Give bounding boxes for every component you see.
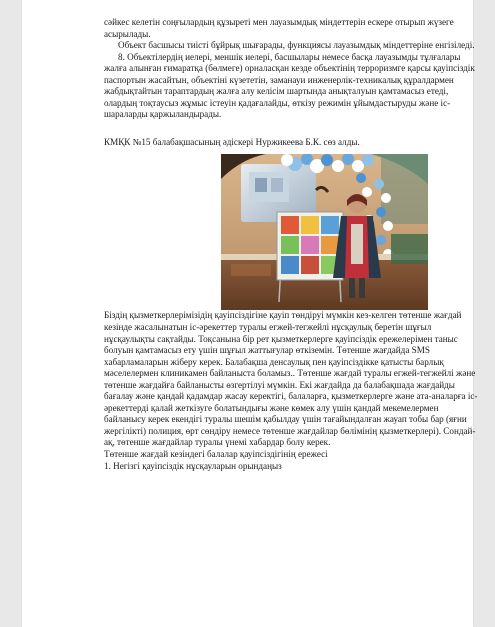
paragraph-order: Объект басшысы тиісті бұйрық шығарады, функциясы лауазымдық міндеттеріне енгізіледі.: [118, 40, 475, 51]
paragraph-item-8: 8. Объектілердің иелері, меншік иелері, басшылары немесе басқа лауазымды тұлғалары жалға алынған ғимаратқа (бөлмеге) орналасқан кезде объектінің терроризмге қарсы қауіпсіздік паспортын жасайтын, объектіні күзететін, заманауи инженерлік-техникалық құралдармен жабдықтайтын тараптардың жалға алу келісім шартында анықталуын қамтамасыз етеді, олардың тоқтаусыз жұмыс істеуін қадағалайды, өткізу режимін ұйымдастыруды және іс-шараларды қаржыландырады.: [104, 51, 475, 120]
event-photo-image: [221, 154, 428, 310]
paragraph-main: Біздің қызметкерлерімізідің қауіпсіздігіне қауіп төндіруі мүмкін кез-келген төтенше жағдай кезінде жасалынатын іс-әрекеттер туралы егжей-тегжейлі нұсқаулық беретін шұғыл нұсқаулықты сақтайды. Тоқсанына бір рет қызметкерлерге қауіпсіздік ережелерімен таныс болуын қамтамасыз ету үшін шұғыл жаттығулар өткіземін. Төтенше жағдайда SMS хабарламаларын жіберу керек. Балабақша денсаулық пен қауіпсіздікке қатысты барлық мәселелермен клиникамен байланыста боламыз.. Төтенше жағдай туралы егжей-тегжейлі және төтенше жағдайға байланысты өзгертілуі мүмкін. Екі жағдайда да балабақшада жағдайды бағалау және қандай қадамдар жасау керектігі, балаларға, қызметкерлерге және ата-аналарға іс-әрекеттерді қалай жеткізуге болатындығы және көмек алу үшін қандай мекемелермен байланысу керек екендігі туралы шешім қабылдау үшін тағайындалған жауап тобы бар (яғни жергілікті) полиция, өрт сөндіру немесе төтенше жағдайлар бөлімінің қызметкерлері). Сондай-ақ, төтенше жағдайлар туралы үнемі хабардар болу керек.: [104, 310, 478, 448]
rules-item-1: 1. Негізгі қауіпсіздік нұсқауларын орындаңыз: [104, 460, 282, 471]
document-page: [22, 0, 478, 627]
rules-title: Төтенше жағдай кезіндегі балалар қауіпсіздігінің ережесі: [104, 449, 328, 460]
document-body: [104, 17, 480, 472]
photo-caption: КМҚК №15 балабақшасының әдіскері Нуржикеева Б.К. сөз алды.: [104, 136, 360, 147]
paragraph-continuation: сәйкес келетін соңғылардың құзыреті мен лауазымдық міндеттерін ескере отырып жүзеге асырылады.: [104, 17, 454, 39]
event-photo: [221, 154, 428, 310]
